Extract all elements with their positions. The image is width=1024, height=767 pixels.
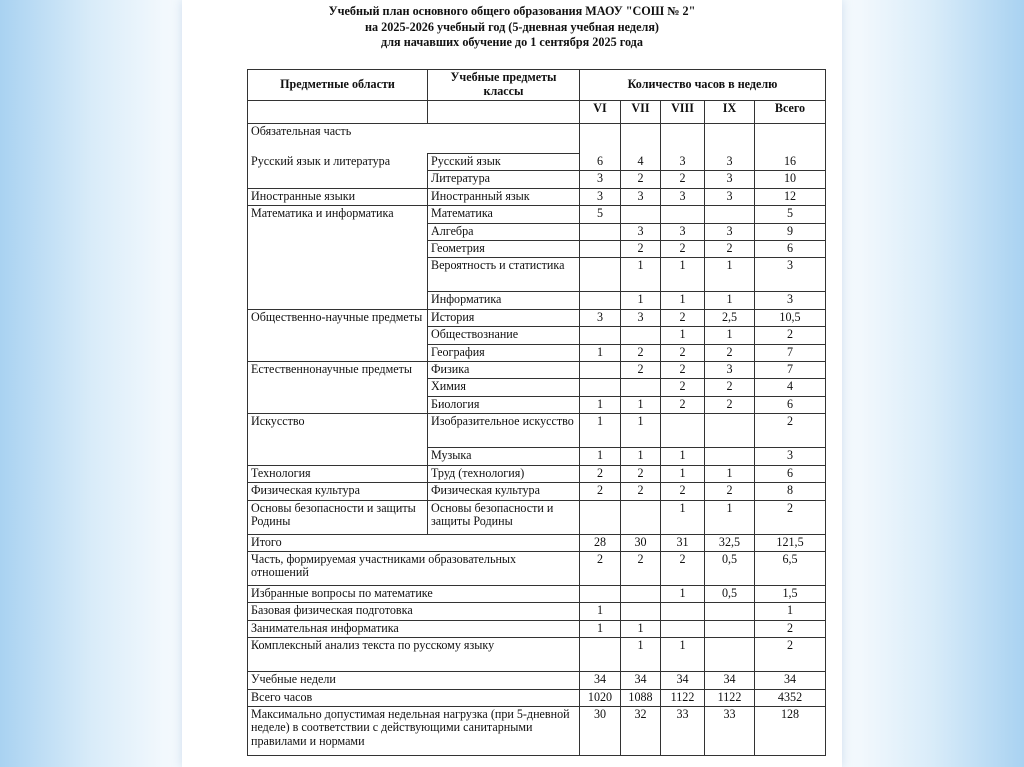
- value-cell: 1: [661, 465, 705, 482]
- value-cell: 10: [755, 171, 826, 188]
- value-cell: 1088: [621, 689, 661, 706]
- value-cell: [621, 379, 661, 396]
- value-cell: 34: [661, 672, 705, 689]
- table-row: [248, 638, 826, 672]
- value-cell: 2: [705, 379, 755, 396]
- value-cell: [580, 223, 621, 240]
- value-cell: 8: [755, 483, 826, 500]
- value-cell: 7: [755, 344, 826, 361]
- value-cell: 2: [705, 483, 755, 500]
- subject-cell: Химия: [428, 379, 580, 396]
- grade-header: IX: [705, 101, 755, 124]
- value-cell: 16: [755, 154, 826, 171]
- value-cell: 6: [755, 241, 826, 258]
- value-cell: 6: [755, 396, 826, 413]
- subject-cell: Иностранный язык: [428, 188, 580, 205]
- value-cell: 2: [755, 500, 826, 534]
- value-cell: 2: [621, 483, 661, 500]
- value-cell: 1: [661, 258, 705, 292]
- value-cell: 128: [755, 706, 826, 755]
- title-line-1: Учебный план основного общего образования МАОУ "СОШ № 2": [328, 4, 696, 18]
- value-cell: 10,5: [755, 309, 826, 326]
- value-cell: 5: [580, 206, 621, 223]
- header-subjects: Учебные предметы классы: [428, 70, 580, 101]
- grade-header: VII: [621, 101, 661, 124]
- value-cell: [661, 124, 705, 154]
- value-cell: [621, 206, 661, 223]
- value-cell: 1: [580, 344, 621, 361]
- value-cell: 1: [621, 638, 661, 672]
- table-row: [248, 206, 826, 223]
- value-cell: 1: [621, 292, 661, 309]
- value-cell: 30: [580, 706, 621, 755]
- subject-cell: Основы безопасности и защиты Родины: [428, 500, 580, 534]
- value-cell: 2: [661, 483, 705, 500]
- value-cell: 1: [621, 396, 661, 413]
- value-cell: 6,5: [755, 551, 826, 585]
- value-cell: 1: [705, 500, 755, 534]
- value-cell: 1: [661, 638, 705, 672]
- subject-cell: Математика: [428, 206, 580, 223]
- value-cell: [755, 124, 826, 154]
- value-cell: 1: [661, 585, 705, 602]
- value-cell: 3: [580, 171, 621, 188]
- value-cell: [661, 620, 705, 637]
- value-cell: [705, 448, 755, 465]
- summary-label-cell: Итого: [248, 534, 580, 551]
- summary-label-cell: Всего часов: [248, 689, 580, 706]
- mandatory-part-label: Обязательная часть: [248, 124, 580, 154]
- value-cell: 2: [705, 396, 755, 413]
- value-cell: 12: [755, 188, 826, 205]
- value-cell: 1: [661, 500, 705, 534]
- value-cell: 1: [621, 414, 661, 448]
- value-cell: 3: [621, 188, 661, 205]
- subject-cell: Изобразительное искусство: [428, 414, 580, 448]
- value-cell: 34: [621, 672, 661, 689]
- value-cell: [580, 379, 621, 396]
- value-cell: 121,5: [755, 534, 826, 551]
- value-cell: 2: [661, 396, 705, 413]
- value-cell: 1: [621, 448, 661, 465]
- table-row: [248, 551, 826, 585]
- subject-cell: Вероятность и статистика: [428, 258, 580, 292]
- subject-area-cell: Иностранные языки: [248, 188, 428, 205]
- value-cell: 1: [705, 465, 755, 482]
- value-cell: 1: [705, 258, 755, 292]
- value-cell: 1: [580, 414, 621, 448]
- grade-header: VI: [580, 101, 621, 124]
- value-cell: 1: [580, 396, 621, 413]
- value-cell: [580, 500, 621, 534]
- value-cell: [580, 241, 621, 258]
- value-cell: 1: [705, 292, 755, 309]
- title-line-2: на 2025-2026 учебный год (5-дневная учебная неделя): [365, 19, 659, 34]
- value-cell: 32: [621, 706, 661, 755]
- value-cell: 1: [661, 292, 705, 309]
- subject-cell: Геометрия: [428, 241, 580, 258]
- value-cell: 1122: [661, 689, 705, 706]
- value-cell: 33: [705, 706, 755, 755]
- value-cell: [580, 124, 621, 154]
- value-cell: 2,5: [705, 309, 755, 326]
- title-line-3: для начавших обучение до 1 сентября 2025 года: [381, 35, 643, 49]
- value-cell: [705, 620, 755, 637]
- value-cell: 2: [705, 344, 755, 361]
- value-cell: 1122: [705, 689, 755, 706]
- value-cell: 3: [705, 362, 755, 379]
- subject-area-cell: Искусство: [248, 414, 428, 465]
- subject-area-cell: Математика и информатика: [248, 206, 428, 310]
- value-cell: 3: [705, 154, 755, 171]
- subject-cell: Физика: [428, 362, 580, 379]
- subject-cell: Литература: [428, 171, 580, 188]
- value-cell: 2: [661, 362, 705, 379]
- table-row: [248, 620, 826, 637]
- value-cell: 1: [661, 327, 705, 344]
- value-cell: 2: [755, 414, 826, 448]
- table-row: [248, 154, 826, 171]
- table-row: [248, 500, 826, 534]
- value-cell: [621, 327, 661, 344]
- value-cell: 1020: [580, 689, 621, 706]
- value-cell: 2: [580, 465, 621, 482]
- value-cell: 2: [621, 362, 661, 379]
- subject-cell: Алгебра: [428, 223, 580, 240]
- table-row: [248, 465, 826, 482]
- value-cell: 4352: [755, 689, 826, 706]
- value-cell: [580, 292, 621, 309]
- value-cell: 30: [621, 534, 661, 551]
- subject-cell: Труд (технология): [428, 465, 580, 482]
- table-row: [248, 534, 826, 551]
- value-cell: 28: [580, 534, 621, 551]
- value-cell: 1: [755, 603, 826, 620]
- value-cell: [705, 124, 755, 154]
- value-cell: 3: [621, 309, 661, 326]
- value-cell: 0,5: [705, 551, 755, 585]
- value-cell: 3: [755, 258, 826, 292]
- value-cell: 33: [661, 706, 705, 755]
- value-cell: 3: [755, 448, 826, 465]
- value-cell: 1: [580, 620, 621, 637]
- subject-cell: Информатика: [428, 292, 580, 309]
- value-cell: 1: [580, 603, 621, 620]
- subject-area-cell: Естественнонаучные предметы: [248, 362, 428, 414]
- summary-label-cell: Занимательная информатика: [248, 620, 580, 637]
- summary-label-cell: Комплексный анализ текста по русскому языку: [248, 638, 580, 672]
- value-cell: 3: [661, 188, 705, 205]
- value-cell: 2: [621, 465, 661, 482]
- header-area: Предметные области: [248, 70, 428, 101]
- value-cell: 2: [661, 344, 705, 361]
- value-cell: 4: [621, 154, 661, 171]
- value-cell: [705, 414, 755, 448]
- table-row: [248, 672, 826, 689]
- header-hours: Количество часов в неделю: [580, 70, 826, 101]
- table-row: [248, 483, 826, 500]
- table-row: [248, 414, 826, 448]
- slide: [182, 0, 842, 767]
- value-cell: 2: [661, 551, 705, 585]
- header-blank-cell: [428, 101, 580, 124]
- page-title: [182, 4, 842, 51]
- table-row: [248, 689, 826, 706]
- value-cell: 34: [705, 672, 755, 689]
- subject-cell: Биология: [428, 396, 580, 413]
- value-cell: 32,5: [705, 534, 755, 551]
- value-cell: 1: [661, 448, 705, 465]
- value-cell: 2: [580, 483, 621, 500]
- value-cell: 3: [705, 223, 755, 240]
- value-cell: 2: [705, 241, 755, 258]
- value-cell: [621, 124, 661, 154]
- summary-label-cell: Базовая физическая подготовка: [248, 603, 580, 620]
- value-cell: 3: [755, 292, 826, 309]
- subject-cell: Физическая культура: [428, 483, 580, 500]
- summary-label-cell: Максимально допустимая недельная нагрузка (при 5-дневной неделе) в соответствии с действующими санитарными правилами и нормами: [248, 706, 580, 755]
- value-cell: [580, 362, 621, 379]
- value-cell: [705, 603, 755, 620]
- value-cell: [621, 500, 661, 534]
- value-cell: [661, 206, 705, 223]
- value-cell: 2: [755, 620, 826, 637]
- subject-area-cell: Общественно-научные предметы: [248, 309, 428, 361]
- value-cell: 31: [661, 534, 705, 551]
- table-row: [248, 188, 826, 205]
- grade-header: VIII: [661, 101, 705, 124]
- value-cell: 9: [755, 223, 826, 240]
- value-cell: 34: [580, 672, 621, 689]
- value-cell: 1: [705, 327, 755, 344]
- subject-cell: История: [428, 309, 580, 326]
- subject-area-cell: Технология: [248, 465, 428, 482]
- value-cell: [621, 585, 661, 602]
- value-cell: 7: [755, 362, 826, 379]
- table-row: [248, 362, 826, 379]
- value-cell: 3: [661, 223, 705, 240]
- subject-cell: Русский язык: [428, 154, 580, 171]
- value-cell: 3: [621, 223, 661, 240]
- subject-area-cell: Русский язык и литература: [248, 154, 428, 189]
- value-cell: [661, 414, 705, 448]
- value-cell: [621, 603, 661, 620]
- subject-area-cell: Основы безопасности и защиты Родины: [248, 500, 428, 534]
- value-cell: [580, 585, 621, 602]
- value-cell: [580, 638, 621, 672]
- subject-cell: Музыка: [428, 448, 580, 465]
- value-cell: 2: [661, 171, 705, 188]
- summary-label-cell: Часть, формируемая участниками образовательных отношений: [248, 551, 580, 585]
- value-cell: [580, 327, 621, 344]
- value-cell: 2: [661, 241, 705, 258]
- value-cell: [705, 206, 755, 223]
- value-cell: 1: [580, 448, 621, 465]
- value-cell: 2: [580, 551, 621, 585]
- value-cell: 2: [621, 171, 661, 188]
- grade-header: Всего: [755, 101, 826, 124]
- value-cell: 6: [755, 465, 826, 482]
- subject-cell: География: [428, 344, 580, 361]
- value-cell: 2: [661, 309, 705, 326]
- summary-label-cell: Учебные недели: [248, 672, 580, 689]
- value-cell: 5: [755, 206, 826, 223]
- value-cell: 2: [621, 551, 661, 585]
- header-blank-cell: [248, 101, 428, 124]
- table-row: [248, 585, 826, 602]
- value-cell: 0,5: [705, 585, 755, 602]
- value-cell: 1: [621, 258, 661, 292]
- value-cell: [661, 603, 705, 620]
- curriculum-table: [247, 69, 826, 756]
- value-cell: 3: [580, 188, 621, 205]
- value-cell: 3: [580, 309, 621, 326]
- value-cell: [580, 258, 621, 292]
- value-cell: 2: [755, 638, 826, 672]
- value-cell: 2: [621, 241, 661, 258]
- value-cell: 2: [661, 379, 705, 396]
- value-cell: 1: [621, 620, 661, 637]
- table-row: [248, 603, 826, 620]
- value-cell: 3: [705, 188, 755, 205]
- subject-cell: Обществознание: [428, 327, 580, 344]
- value-cell: 3: [661, 154, 705, 171]
- table-row: [248, 309, 826, 326]
- value-cell: 1,5: [755, 585, 826, 602]
- value-cell: [705, 638, 755, 672]
- summary-label-cell: Избранные вопросы по математике: [248, 585, 580, 602]
- table-row: [248, 706, 826, 755]
- value-cell: 3: [705, 171, 755, 188]
- subject-area-cell: Физическая культура: [248, 483, 428, 500]
- value-cell: 6: [580, 154, 621, 171]
- value-cell: 2: [621, 344, 661, 361]
- value-cell: 34: [755, 672, 826, 689]
- value-cell: 2: [755, 327, 826, 344]
- value-cell: 4: [755, 379, 826, 396]
